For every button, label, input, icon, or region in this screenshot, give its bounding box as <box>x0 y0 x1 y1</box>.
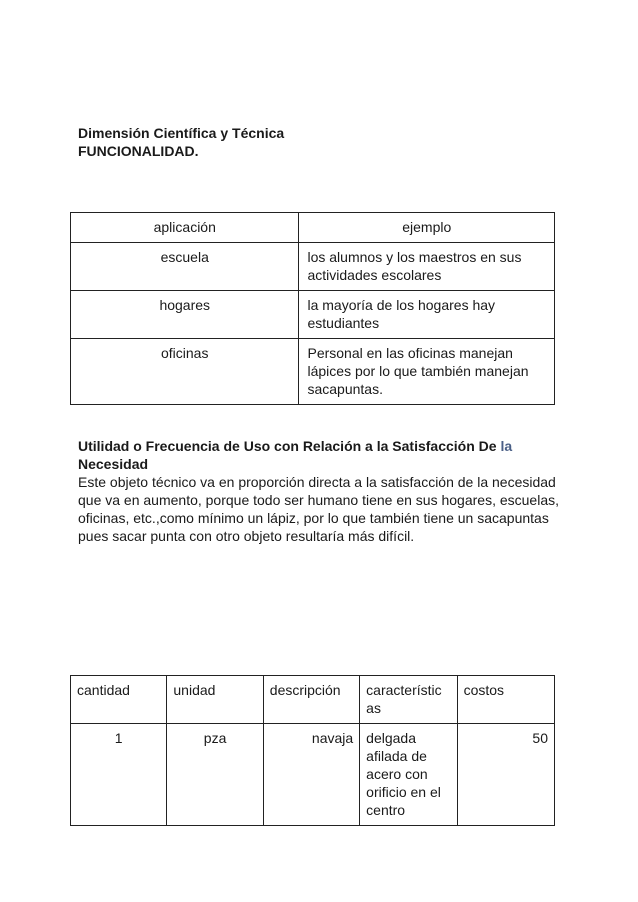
table-cell: navaja <box>263 724 359 826</box>
heading-dimension: Dimensión Científica y Técnica <box>78 125 285 141</box>
table-cell: hogares <box>71 291 299 339</box>
table-cell: los alumnos y los maestros en sus actividades escolares <box>299 243 555 291</box>
table-header-row <box>71 213 555 243</box>
table-cell: escuela <box>71 243 299 291</box>
table-row <box>71 339 555 405</box>
header-cell-caracteristicas: característic as <box>360 676 457 724</box>
heading-functionality: FUNCIONALIDAD. <box>78 143 199 159</box>
table-row <box>71 724 555 826</box>
table-cell: la mayoría de los hogares hay estudiantes <box>299 291 555 339</box>
table-cell: 50 <box>457 724 554 826</box>
table-cell: oficinas <box>71 339 299 405</box>
header-cell-unidad: unidad <box>167 676 263 724</box>
utility-title-main: Utilidad o Frecuencia de Uso con Relación a la Satisfacción De <box>78 438 501 454</box>
utility-section <box>78 437 562 545</box>
section-heading <box>78 124 284 160</box>
table-header-row <box>71 676 555 724</box>
table-cell: Personal en las oficinas manejan lápices por lo que también manejan sacapuntas. <box>299 339 555 405</box>
table-row <box>71 291 555 339</box>
header-cell-descripcion: descripción <box>263 676 359 724</box>
header-cell-ejemplo: ejemplo <box>299 213 555 243</box>
table-cell: 1 <box>71 724 167 826</box>
table-row <box>71 243 555 291</box>
table-cell: delgada afilada de acero con orificio en el centro <box>360 724 457 826</box>
utility-title-line2: Necesidad <box>78 456 149 472</box>
cost-table <box>70 675 555 826</box>
header-cell-costos: costos <box>457 676 554 724</box>
utility-title-tail: la <box>500 438 513 454</box>
utility-title <box>78 437 562 455</box>
header-cell-aplicacion: aplicación <box>71 213 299 243</box>
utility-body: Este objeto técnico va en proporción directa a la satisfacción de la necesidad que va en aumento, porque todo ser humano tiene en sus hogares, escuelas, oficinas, etc.,como mínimo un lápiz, por lo que también tiene un sacapuntas pues sacar punta con otro objeto resultaría más difícil. <box>78 474 559 544</box>
header-cell-cantidad: cantidad <box>71 676 167 724</box>
functionality-table <box>70 212 555 405</box>
table-cell: pza <box>167 724 263 826</box>
